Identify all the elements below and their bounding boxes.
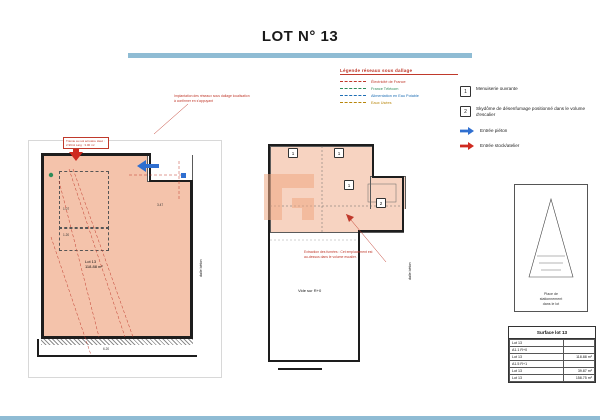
slab-vertical-label: dalle béton [199, 259, 203, 277]
floor-plan-left [28, 140, 222, 378]
list-item-label: Alimentation en Eau Potable [371, 93, 419, 98]
list-item-label: France Télécom [371, 86, 399, 91]
dash-line-icon [340, 95, 366, 96]
symbols-legend [460, 86, 592, 157]
watermark-logo [262, 168, 336, 222]
dash-line-icon [340, 81, 366, 82]
page-title: LOT N° 13 [261, 28, 339, 45]
table-row [510, 347, 595, 354]
list-item-label: Skydôme de désenfumage positionné dans le volume d'escalier [476, 106, 586, 117]
marker-1: 1 [288, 148, 298, 158]
surface-table [508, 326, 596, 383]
list-item-label: Menuiserie ouvrante [476, 86, 518, 91]
table-row [510, 368, 595, 375]
arrow-right-blue-icon [460, 127, 474, 135]
list-item [340, 85, 458, 92]
table-cell-value [564, 361, 595, 368]
trémie-note-text: Trémie au sol acrotère Haut : 2.99ml Larg : 3.00 m² [66, 139, 105, 147]
table-cell-label: A1.5 R+1 [510, 361, 564, 368]
stair-caption-line1: Place de [544, 292, 558, 296]
list-item [460, 86, 592, 97]
list-item [340, 99, 458, 106]
list-item-label: Électricité de France [371, 79, 406, 84]
title-rule [128, 53, 472, 58]
table-cell-label: Lot 13 [510, 375, 564, 382]
room-label-line1: Lot 13 [85, 259, 97, 264]
slab-vertical-label-right: dalle béton [408, 262, 412, 280]
list-item [340, 92, 458, 99]
void-label-line1: Vide sur R+0 [298, 288, 322, 293]
list-item [460, 106, 592, 118]
dimension-label: 3.47 [157, 203, 164, 207]
annotation-leader-line [150, 100, 190, 140]
table-cell-value: 39.87 m² [564, 368, 595, 375]
table-cell-label: Lot 13 [510, 368, 564, 375]
marker-1: 1 [344, 180, 354, 190]
list-item [460, 127, 592, 135]
table-row [510, 375, 595, 382]
table-cell-value [564, 340, 595, 347]
room-label [85, 259, 103, 269]
list-item [340, 78, 458, 85]
wall-bottom-foot [278, 368, 322, 370]
table-cell-label: Lot 13 [510, 354, 564, 361]
void-label [298, 288, 321, 293]
networks-legend-title: Légende réseaux sous dallage [340, 68, 458, 75]
marker-1: 1 [334, 148, 344, 158]
list-item-label: Eaux Usées [371, 100, 392, 105]
arrow-down-red-icon [460, 142, 474, 150]
list-item-label: Entrée stock/atelier [480, 143, 520, 148]
dimension-label: 6.20 [103, 347, 110, 351]
arrow-left-blue-icon [137, 159, 159, 177]
stair-caption [515, 292, 587, 307]
table-cell-value [564, 347, 595, 354]
stair-caption-line2: stationnement [539, 297, 563, 301]
footer-rule [0, 416, 600, 420]
network-annotation-text: Implantation des réseaux sous dallage localisation à confirmer en s'appuyant [174, 94, 250, 103]
network-lines [29, 141, 221, 377]
list-item [460, 142, 592, 150]
table-row [510, 354, 595, 361]
table-cell-value: 118.88 m² [564, 354, 595, 361]
smoke-extraction-note-text: Extraction des fumées : Cet emplacement est au-dessus dans le volume escalier. [304, 250, 373, 259]
networks-legend [340, 68, 458, 106]
stair-detail-box [514, 184, 588, 312]
dash-line-icon [340, 102, 366, 103]
marker-2: 2 [376, 198, 386, 208]
surface-table-header: Surface lot 13 [509, 327, 595, 339]
equipment-marker [181, 173, 186, 178]
stair-shape-icon [515, 185, 587, 289]
trémie-note-box [63, 137, 109, 149]
dimension-label: 1.20 [63, 233, 70, 237]
marker-1-icon: 1 [460, 86, 471, 97]
dash-line-icon [340, 88, 366, 89]
table-cell-label: A1.1 R+0 [510, 347, 564, 354]
marker-2-icon: 2 [460, 106, 471, 117]
table-row [510, 340, 595, 347]
table-cell-value: 158.75 m² [564, 375, 595, 382]
smoke-extraction-note [304, 250, 378, 259]
table-row [510, 361, 595, 368]
stair-caption-line3: dans le lot [542, 302, 560, 306]
list-item-label: Entrée piéton [480, 128, 508, 133]
dimension-label: 1.07 [63, 207, 70, 211]
room-label-line2: 118.88 m² [85, 264, 103, 269]
table-cell-label: Lot 13 [510, 340, 564, 347]
